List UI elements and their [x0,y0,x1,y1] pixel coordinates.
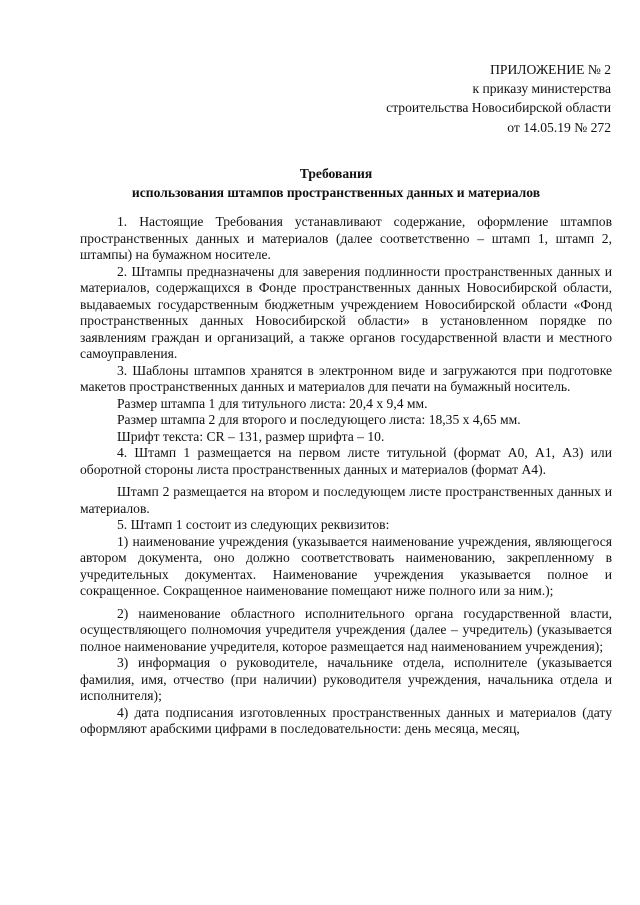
paragraph-3: 3. Шаблоны штампов хранятся в электронном виде и загружаются при подготовке макетов пространственных данных и материалов для печати на бумажный носитель. [80,362,612,394]
document-body [80,214,612,738]
order-reference: к приказу министерства [472,81,611,97]
appendix-header [386,60,611,137]
document-title [60,164,612,202]
title-line-1: Требования [299,166,373,181]
ministry-name: строительства Новосибирской области [386,100,611,116]
appendix-number: ПРИЛОЖЕНИЕ № 2 [490,62,611,77]
font-spec: Шрифт текста: CR – 131, размер шрифта – 10. [117,428,385,444]
paragraph-5: 5. Штамп 1 состоит из следующих реквизитов: [117,517,390,532]
stamp-2-size: Размер штампа 2 для второго и последующего листа: 18,35 х 4,65 мм. [117,412,521,427]
paragraph-1: 1. Настоящие Требования устанавливают содержание, оформление штампов пространственных данных и материалов (далее соответственно – штамп 1, штамп 2, штампы) на бумажном носителе. [80,214,612,262]
order-date-number: от 14.05.19 № 272 [507,119,611,135]
paragraph-4-stamp-2: Штамп 2 размещается на втором и последующем листе пространственных данных и материалов. [80,484,612,516]
title-line-2: использования штампов пространственных данных и материалов [131,185,541,200]
paragraph-4: 4. Штамп 1 размещается на первом листе титульной (формат А0, А1, А3) или оборотной стороны листа пространственных данных и материалов (формат А4). [80,445,612,477]
list-item-1: 1) наименование учреждения (указывается наименование учреждения, являющегося автором документа, оно должно соответствовать наименованию, закрепленному в учредительных документах. Наименование учреждения указывается полное и сокращенное. Сокращенное наименование помещают ниже полного или за ним.); [80,533,612,598]
list-item-3: 3) информация о руководителе, начальнике отдела, исполнителе (указывается фамилия, имя, отчество (при наличии) руководителя учреждения, начальника отдела и исполнителя); [80,655,612,703]
paragraph-2: 2. Штампы предназначены для заверения подлинности пространственных данных и материалов, содержащихся в Фонде пространственных данных Новосибирской области, выдаваемых государственным бюджетным учреждением Новосибирской области «Фонд пространственных данных Новосибирской области» в установленном порядке по заявлениям граждан и организаций, а также органов государственной власти и местного самоуправления. [80,263,612,361]
list-item-2: 2) наименование областного исполнительного органа государственной власти, осуществляющего полномочия учредителя учреждения (далее – учредитель) (указывается полное наименование учредителя, которое размещается над наименованием учреждения); [80,605,612,654]
stamp-1-size: Размер штампа 1 для титульного листа: 20,4 х 9,4 мм. [117,395,428,411]
list-item-4: 4) дата подписания изготовленных пространственных данных и материалов (дату оформляют арабскими цифрами в последовательности: день месяца, месяц, [80,704,612,736]
